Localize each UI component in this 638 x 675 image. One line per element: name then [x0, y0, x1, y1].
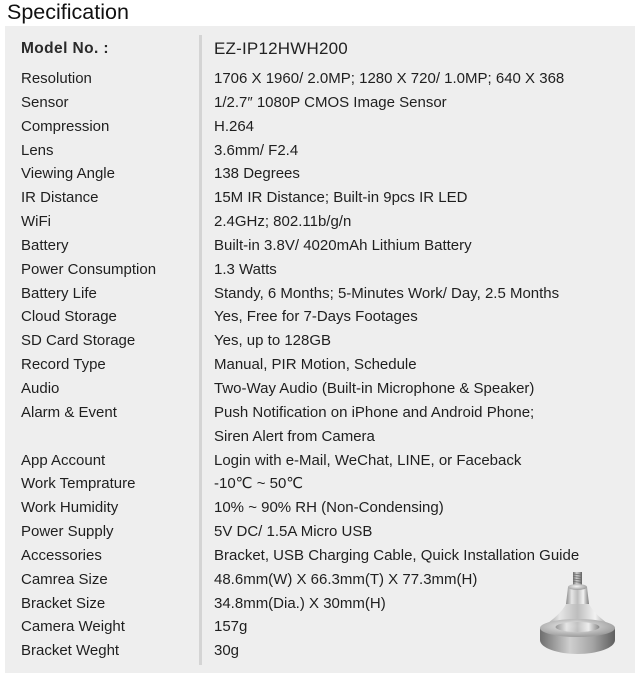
spec-value: 1.3 Watts — [214, 260, 277, 278]
spec-value: 1706 X 1960/ 2.0MP; 1280 X 720/ 1.0MP; 640 X 368 — [214, 70, 565, 87]
spec-row — [5, 401, 635, 425]
spec-row — [5, 210, 635, 234]
spec-label: Audio — [21, 379, 60, 397]
spec-row — [5, 282, 635, 306]
spec-row — [5, 139, 635, 163]
spec-label: WiFi — [21, 213, 51, 231]
spec-value: 2.4GHz; 802.11b/g/n — [214, 213, 352, 231]
spec-row — [5, 449, 635, 473]
spec-row — [5, 115, 635, 139]
spec-label: Camrea Size — [21, 570, 108, 588]
spec-label: Viewing Angle — [21, 165, 115, 183]
spec-label: Bracket Weght — [21, 642, 120, 660]
spec-row — [5, 91, 635, 115]
spec-label: Compression — [21, 117, 110, 135]
spec-row-continuation — [5, 425, 635, 449]
spec-row — [5, 329, 635, 353]
spec-label: SD Card Storage — [21, 332, 136, 350]
spec-value: Two-Way Audio (Built-in Microphone & Speaker) — [214, 379, 535, 397]
spec-label: Cloud Storage — [21, 308, 117, 326]
spec-value: Yes, Free for 7-Days Footages — [214, 308, 418, 326]
spec-label: Resolution — [21, 70, 92, 87]
spec-row — [5, 496, 635, 520]
spec-label: Power Supply — [21, 523, 114, 541]
spec-value: Built-in 3.8V/ 4020mAh Lithium Battery — [214, 236, 472, 254]
spec-label: Alarm & Event — [21, 403, 117, 421]
spec-row — [5, 162, 635, 186]
spec-value: Login with e-Mail, WeChat, LINE, or Faceback — [214, 451, 522, 469]
spec-value: 157g — [214, 618, 248, 636]
spec-row — [5, 472, 635, 496]
spec-value: Siren Alert from Camera — [214, 427, 375, 445]
spec-label: Camera Weight — [21, 618, 125, 636]
spec-row — [5, 305, 635, 329]
spec-label: Lens — [21, 141, 54, 159]
spec-label: Work Temprature — [21, 475, 136, 493]
spec-value: -10℃ ~ 50℃ — [214, 475, 304, 493]
spec-label: Battery Life — [21, 284, 97, 302]
spec-value: Bracket, USB Charging Cable, Quick Installation Guide — [214, 546, 580, 564]
spec-value: 1/2.7″ 1080P CMOS Image Sensor — [214, 93, 447, 111]
spec-value: 138 Degrees — [214, 165, 300, 183]
spec-row-model — [5, 35, 635, 67]
spec-value: 15M IR Distance; Built-in 9pcs IR LED — [214, 189, 468, 207]
spec-row — [5, 377, 635, 401]
spec-value: Standy, 6 Months; 5-Minutes Work/ Day, 2.5 Months — [214, 284, 560, 302]
page-title: Specification — [7, 0, 129, 24]
spec-label: Power Consumption — [21, 260, 157, 278]
spec-row — [5, 186, 635, 210]
spec-value-model: EZ-IP12HWH200 — [214, 39, 348, 58]
spec-label-model: Model No. : — [21, 40, 109, 57]
spec-value: 48.6mm(W) X 66.3mm(T) X 77.3mm(H) — [214, 570, 478, 588]
spec-label: Accessories — [21, 546, 102, 564]
spec-label: Battery — [21, 236, 69, 254]
bracket-image — [537, 570, 617, 660]
spec-value: 3.6mm/ F2.4 — [214, 141, 299, 159]
spec-row — [5, 67, 635, 91]
spec-label: App Account — [21, 451, 106, 469]
spec-row — [5, 520, 635, 544]
spec-row — [5, 234, 635, 258]
spec-value: 5V DC/ 1.5A Micro USB — [214, 523, 373, 541]
spec-value: Yes, up to 128GB — [214, 332, 332, 350]
spec-value: Manual, PIR Motion, Schedule — [214, 356, 417, 374]
spec-label: Record Type — [21, 356, 106, 374]
spec-row — [5, 544, 635, 568]
spec-row — [5, 353, 635, 377]
spec-label: Bracket Size — [21, 594, 106, 612]
spec-value: H.264 — [214, 117, 255, 135]
spec-value: 10% ~ 90% RH (Non-Condensing) — [214, 499, 444, 517]
spec-label: IR Distance — [21, 189, 99, 207]
spec-value: Push Notification on iPhone and Android Phone; — [214, 403, 535, 421]
spec-rows — [5, 35, 635, 663]
spec-row — [5, 258, 635, 282]
spec-value: 34.8mm(Dia.) X 30mm(H) — [214, 594, 386, 612]
spec-value: 30g — [214, 642, 240, 660]
spec-label: Sensor — [21, 93, 69, 111]
spec-label: Work Humidity — [21, 499, 119, 517]
